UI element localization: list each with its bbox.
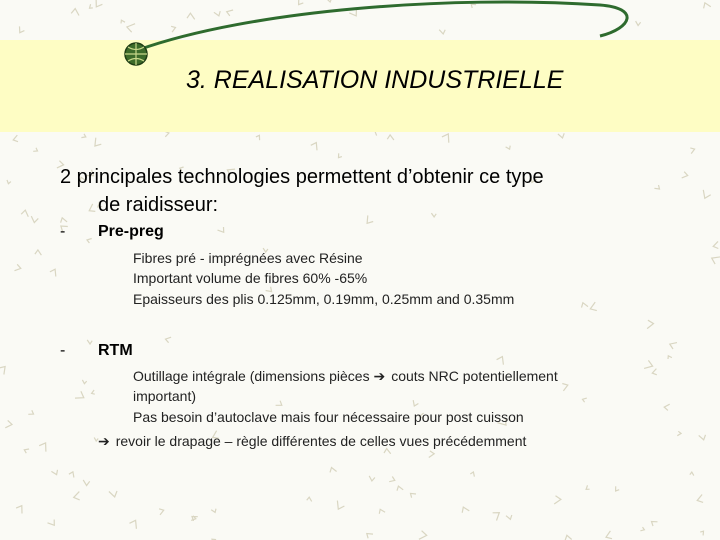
pattern-mark [75, 391, 84, 398]
pattern-mark [21, 210, 28, 217]
pattern-mark [690, 148, 694, 154]
pattern-mark [652, 369, 657, 375]
pattern-mark [713, 241, 718, 248]
rtm-line-1-post: couts NRC potentiellement [391, 368, 558, 384]
pattern-mark [562, 384, 568, 391]
pattern-mark [7, 180, 11, 184]
pattern-mark [311, 143, 317, 151]
pattern-mark [92, 390, 95, 394]
pattern-mark [682, 172, 688, 178]
pattern-mark [74, 492, 80, 500]
pattern-mark [419, 531, 427, 540]
pattern-mark [703, 190, 710, 198]
pattern-mark [411, 493, 417, 497]
intro-text [60, 163, 660, 219]
pattern-mark [5, 420, 12, 427]
pattern-mark [647, 320, 653, 328]
pattern-mark [330, 468, 337, 473]
pattern-mark [337, 501, 344, 510]
globe-logo-icon [122, 40, 150, 68]
pattern-mark [470, 472, 474, 477]
pattern-mark [109, 491, 117, 497]
pattern-mark [166, 337, 172, 343]
pattern-mark [699, 435, 706, 440]
pattern-mark [31, 216, 38, 223]
pattern-mark [664, 404, 670, 410]
pattern-mark [379, 509, 385, 514]
prepreg-line-1: Fibres pré - imprégnées avec Résine [133, 250, 363, 266]
pattern-mark [83, 480, 90, 486]
pattern-mark [462, 507, 469, 513]
pattern-mark [51, 470, 57, 475]
pattern-mark [33, 148, 37, 152]
pattern-mark [69, 472, 74, 478]
pattern-mark [87, 239, 92, 244]
pattern-mark [697, 495, 703, 503]
pattern-mark [644, 360, 653, 368]
rtm-line-3: Pas besoin d’autoclave mais four nécessaire pour post cuisson [133, 409, 524, 425]
pattern-mark [397, 486, 403, 491]
pattern-mark [493, 513, 500, 521]
intro-line-1: 2 principales technologies permettent d’obtenir ce type [60, 166, 544, 188]
rtm-line-1 [133, 366, 558, 386]
pattern-mark [670, 343, 677, 349]
pattern-mark [130, 520, 137, 529]
pattern-mark [616, 486, 620, 491]
pattern-mark [369, 476, 375, 481]
rtm-line-4-text: revoir le drapage – règle différentes de celles vues précédemment [115, 433, 527, 449]
pattern-mark [50, 269, 56, 276]
pattern-mark [24, 449, 29, 453]
bullet-dash: - [60, 342, 66, 359]
pattern-mark [15, 264, 21, 270]
pattern-mark [35, 250, 42, 255]
pattern-mark [367, 534, 373, 539]
rtm-line-4 [98, 431, 526, 451]
pattern-mark [583, 398, 587, 402]
pattern-mark [339, 153, 342, 157]
pattern-mark [565, 535, 572, 540]
intro-line-2: de raidisseur: [98, 194, 219, 216]
pattern-mark [429, 451, 434, 458]
section-heading-prepreg: Pre-preg [98, 223, 164, 240]
pattern-mark [506, 146, 511, 150]
pattern-mark [586, 485, 590, 489]
pattern-mark [690, 472, 694, 476]
pattern-mark [700, 531, 703, 535]
pattern-mark [28, 410, 33, 414]
pattern-mark [0, 367, 5, 375]
right-arrow-icon: ➔ [373, 368, 386, 384]
pattern-mark [16, 506, 22, 514]
pattern-mark [39, 443, 46, 452]
pattern-mark [668, 356, 672, 359]
pattern-mark [582, 303, 589, 308]
pattern-mark [48, 520, 55, 526]
pattern-mark [276, 401, 282, 406]
pattern-mark [87, 340, 92, 344]
pattern-mark [159, 509, 164, 515]
bullet-dash: - [60, 223, 66, 240]
pattern-mark [307, 497, 312, 501]
pattern-mark [218, 227, 224, 232]
pattern-mark [389, 477, 395, 482]
pattern-mark [82, 380, 86, 384]
pattern-mark [211, 509, 216, 513]
pattern-mark [606, 531, 612, 539]
pattern-mark [640, 527, 644, 531]
prepreg-line-2: Important volume de fibres 60% -65% [133, 270, 368, 286]
pattern-mark [677, 431, 681, 435]
pattern-mark [712, 257, 720, 264]
section-heading-rtm: RTM [98, 342, 133, 359]
pattern-mark [413, 400, 418, 406]
pattern-mark [590, 302, 597, 311]
pattern-mark [652, 522, 658, 527]
right-arrow-icon: ➔ [98, 433, 110, 449]
pattern-mark [497, 357, 504, 365]
pattern-mark [506, 515, 512, 519]
pattern-mark [554, 496, 561, 504]
slide-title: 3. REALISATION INDUSTRIELLE [186, 66, 564, 94]
rtm-line-1-pre: Outillage intégrale (dimensions pièces [133, 368, 370, 384]
rtm-line-2: important) [133, 388, 197, 404]
prepreg-line-3: Epaisseurs des plis 0.125mm, 0.19mm, 0.25mm and 0.35mm [133, 291, 515, 307]
